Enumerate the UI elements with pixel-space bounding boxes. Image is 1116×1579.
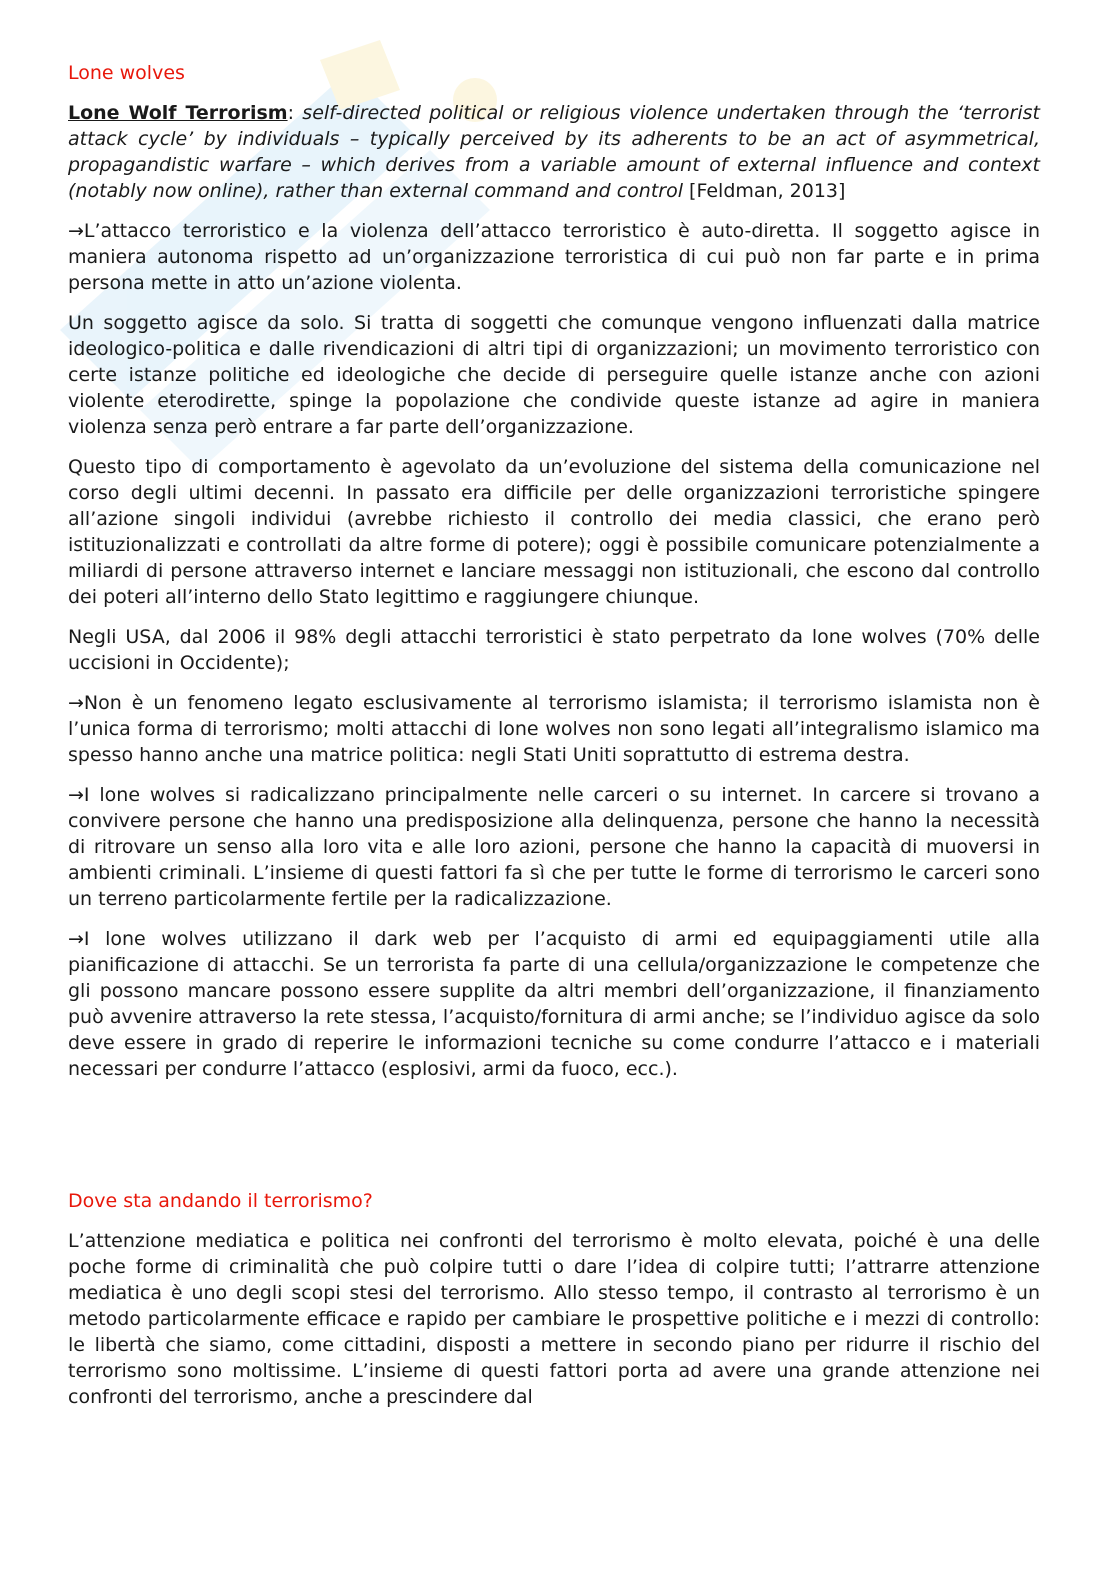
body-paragraph: →I lone wolves utilizzano il dark web per l’acquisto di armi ed equipaggiamenti utile alla pianificazione di attacchi. Se un terrorista fa parte di una cellula/organizzazione le competenze che gli possono mancare possono essere supplite da altri membri dell’organizzazione, il finanziamento può avvenire attraverso la rete stessa, l’acquisto/fornitura di armi anche; se l’individuo agisce da solo deve essere in grado di reperire le informazioni tecniche su come condurre l’attacco e i materiali necessari per condurre l’attacco (esplosivi, armi da fuoco, ecc.).: [68, 928, 1040, 1080]
section-heading-future: Dove sta andando il terrorismo?: [68, 1190, 373, 1212]
definition-paragraph: [68, 100, 1040, 204]
definition-colon: :: [287, 102, 303, 124]
definition-citation: [Feldman, 2013]: [683, 180, 846, 202]
body-paragraph: →I lone wolves si radicalizzano principalmente nelle carceri o su internet. In carcere si trovano a convivere persone che hanno una predisposizione alla delinquenza, persone che hanno la necessità di ritrovare un senso alla loro vita e alle loro azioni, persone che hanno la capacità di muoversi in ambienti criminali. L’insieme di questi fattori fa sì che per tutte le forme di terrorismo le carceri sono un terreno particolarmente fertile per la radicalizzazione.: [68, 784, 1040, 910]
definition-text: self-directed political or religious violence undertaken through the ‘terrorist attack cycle’ by individuals – typically perceived by its adherents to be an act of asymmetrical, propagandistic warfare – which derives from a variable amount of external influence and context (notably now online), rather than external command and control: [68, 102, 1040, 202]
body-paragraph: Un soggetto agisce da solo. Si tratta di soggetti che comunque vengono influenzati dalla matrice ideologico-politica e dalle rivendicazioni di altri tipi di organizzazioni; un movimento terroristico con certe istanze politiche ed ideologiche che decide di perseguire quelle istanze anche con azioni violente eterodirette, spinge la popolazione che condivide queste istanze ad agire in maniera violenza senza però entrare a far parte dell’organizzazione.: [68, 312, 1040, 438]
body-paragraph: Questo tipo di comportamento è agevolato da un’evoluzione del sistema della comunicazione nel corso degli ultimi decenni. In passato era difficile per delle organizzazioni terroristiche spingere all’azione singoli individui (avrebbe richiesto il controllo dei media classici, che erano però istituzionalizzati e controllati da altre forme di potere); oggi è possibile comunicare potenzialmente a miliardi di persone attraverso internet e lanciare messaggi non istituzionali, che escono dal controllo dei poteri all’interno dello Stato legittimo e raggiungere chiunque.: [68, 456, 1040, 608]
body-paragraph: →Non è un fenomeno legato esclusivamente al terrorismo islamista; il terrorismo islamista non è l’unica forma di terrorismo; molti attacchi di lone wolves non sono legati all’integralismo islamico ma spesso hanno anche una matrice politica: negli Stati Uniti soprattutto di estrema destra.: [68, 692, 1040, 766]
section-spacer: [68, 1096, 1040, 1188]
section-heading-lone-wolves: Lone wolves: [68, 62, 185, 84]
definition-term: Lone Wolf Terrorism: [68, 102, 288, 124]
body-paragraph: L’attenzione mediatica e politica nei confronti del terrorismo è molto elevata, poiché è una delle poche forme di criminalità che può colpire tutti o dare l’idea di colpire tutti; l’attrarre attenzione mediatica è uno degli scopi stesi del terrorismo. Allo stesso tempo, il contrasto al terrorismo è un metodo particolarmente efficace e rapido per cambiare le prospettive politiche e i mezzi di controllo: le libertà che siamo, come cittadini, disposti a mettere in secondo piano per ridurre il rischio del terrorismo sono moltissime. L’insieme di questi fattori porta ad avere una grande attenzione nei confronti del terrorismo, anche a prescindere dal: [68, 1230, 1040, 1408]
body-paragraph: Negli USA, dal 2006 il 98% degli attacchi terroristici è stato perpetrato da lone wolves (70% delle uccisioni in Occidente);: [68, 626, 1040, 674]
body-paragraph: →L’attacco terroristico e la violenza dell’attacco terroristico è auto-diretta. Il soggetto agisce in maniera autonoma rispetto ad un’organizzazione terroristica di cui può non far parte e in prima persona mette in atto un’azione violenta.: [68, 220, 1040, 294]
document-content: [68, 60, 1040, 1424]
